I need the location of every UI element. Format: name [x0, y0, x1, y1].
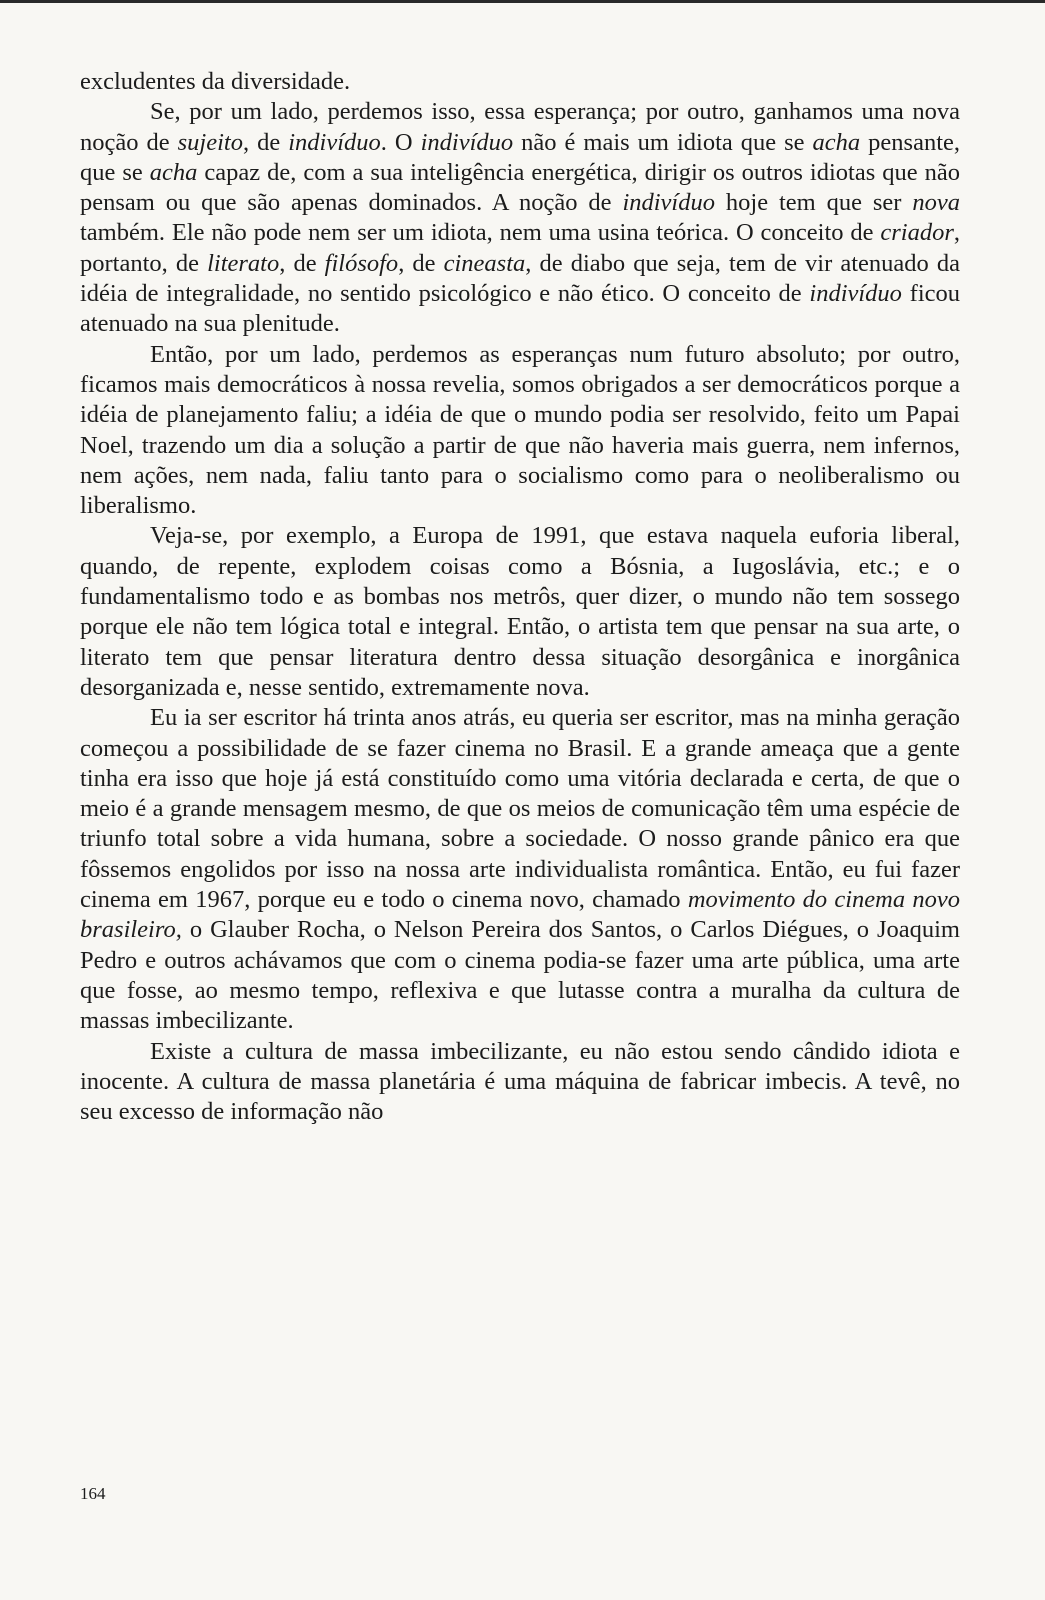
text-run: excludentes da diversidade. — [80, 68, 351, 95]
italic-text: movimento do cinema novo brasileiro, — [80, 886, 960, 944]
italic-text: indivíduo — [622, 189, 715, 217]
text-run: , de — [242, 128, 289, 156]
italic-text: criador — [880, 219, 954, 247]
text-run: , de — [279, 249, 325, 277]
text-run: , de — [398, 249, 444, 277]
italic-text: sujeito — [177, 128, 243, 156]
text-run: pensante, que se — [80, 128, 961, 186]
text-run: , de diabo que seja, tem de vir atenuado da idéia de integralidade, no sentido psicológico e não ético. O conceito de — [80, 249, 961, 308]
paragraph-1 — [80, 67, 960, 97]
body-text — [80, 67, 960, 1127]
page-number: 164 — [80, 1484, 106, 1503]
text-run: Se, por um lado, perdemos isso, essa esperança; por outro, ganhamos uma nova noção de — [80, 98, 960, 156]
paragraph-2 — [80, 97, 960, 339]
paragraph-6 — [80, 1037, 960, 1128]
italic-text: cineasta — [443, 249, 526, 277]
text-run: hoje tem que ser — [714, 189, 913, 217]
italic-text: acha — [149, 158, 198, 186]
paragraph-3 — [80, 340, 960, 522]
scan-top-border — [0, 0, 1045, 3]
paragraph-5 — [80, 703, 960, 1036]
paragraph-4 — [80, 521, 960, 703]
italic-text: nova — [912, 189, 960, 217]
text-run: não é mais um idiota que se — [513, 128, 813, 156]
text-run: Existe a cultura de massa imbecilizante, eu não estou sendo cândido idiota e inocente. A cultura de massa planetária é uma máquina de fabricar imbecis. A tevê, no seu excesso de informação não — [80, 1037, 960, 1126]
italic-text: filósofo — [324, 249, 399, 277]
text-run: Eu ia ser escritor há trinta anos atrás, eu queria ser escritor, mas na minha geração começou a possibilidade de se fazer cinema no Brasil. E a grande ameaça que a gente tinha era isso que hoje já está constituído como uma vitória declarada e certa, de que o meio é a grande mensagem mesmo, de que os meios de comunicação têm uma espécie de triunfo total sobre a vida humana, sobre a sociedade. O nosso grande pânico era que fôssemos engolidos por isso na nossa arte individualista romântica. Então, eu fui fazer cinema em 1967, porque eu e todo o cinema novo, chamado — [80, 704, 960, 914]
text-run: o Glauber Rocha, o Nelson Pereira dos Santos, o Carlos Diégues, o Joaquim Pedro e outros achávamos que com o cinema podia-se fazer uma arte pública, uma arte que fosse, ao mesmo tempo, reflexiva e que lutasse contra a muralha da cultura de massas imbecilizante. — [80, 916, 960, 1035]
text-run: Veja-se, por exemplo, a Europa de 1991, que estava naquela euforia liberal, quando, de repente, explodem coisas como a Bósnia, a Iugoslávia, etc.; e o fundamentalismo todo e as bombas nos metrôs, quer dizer, o mundo não tem sossego porque ele não tem lógica total e integral. Então, o artista tem que pensar na sua arte, o literato tem que pensar literatura dentro dessa situação desorgânica e inorgânica desorganizada e, nesse sentido, extremamente nova. — [80, 522, 960, 701]
italic-text: acha — [812, 128, 861, 156]
text-run: . O — [380, 128, 421, 156]
italic-text: literato — [207, 249, 280, 277]
italic-text: indivíduo — [288, 128, 381, 156]
text-run: também. Ele não pode nem ser um idiota, nem uma usina teórica. O conceito de — [80, 219, 881, 247]
text-run: , portanto, de — [80, 219, 960, 277]
text-run: Então, por um lado, perdemos as esperanças num futuro absoluto; por outro, ficamos mais democráticos à nossa revelia, somos obrigados a ser democráticos porque a idéia de planejamento faliu; a idéia de que o mundo podia ser resolvido, feito um Papai Noel, trazendo um dia a solução a partir de que não haveria mais guerra, nem infernos, nem ações, nem nada, faliu tanto para o socialismo como para o neoliberalismo ou liberalismo. — [80, 340, 960, 520]
text-run: ficou atenuado na sua plenitude. — [80, 280, 960, 338]
italic-text: indivíduo — [420, 128, 514, 156]
italic-text: indivíduo — [809, 280, 902, 308]
text-run: capaz de, com a sua inteligência energética, dirigir os outros idiotas que não pensam ou que são apenas dominados. A noção de — [80, 158, 960, 217]
